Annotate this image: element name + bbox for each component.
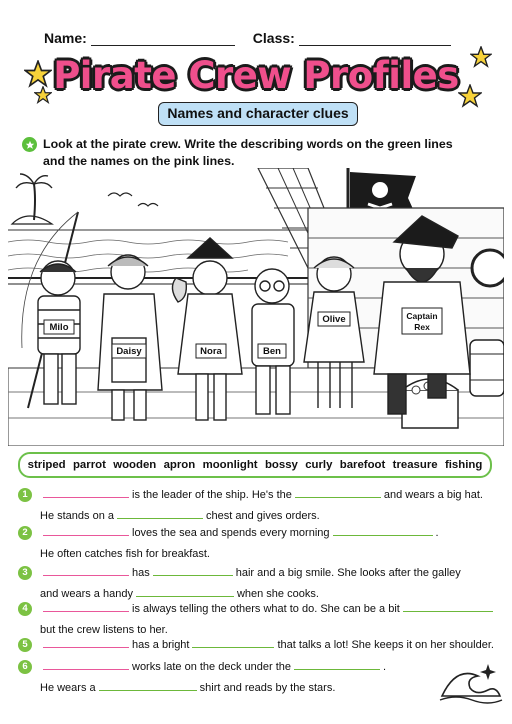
crew-label-captain: Captain [406, 311, 438, 321]
wave-icon [436, 656, 506, 706]
word-blank[interactable] [136, 587, 234, 597]
name-blank[interactable] [43, 660, 129, 670]
question-text: hair and a big smile. She looks after the galley [235, 567, 461, 579]
word-bank-item: apron [163, 459, 196, 471]
star-icon [22, 137, 37, 152]
pirate-crew-illustration [8, 168, 504, 446]
crew-label-ben: Ben [263, 346, 281, 357]
word-blank[interactable] [403, 602, 493, 612]
instructions [22, 136, 492, 170]
question-text: . [382, 661, 387, 673]
instructions-text: Look at the pirate crew. Write the describing words on the green lines and the names on the pink lines. [43, 137, 453, 168]
question-text: and wears a handy [40, 588, 133, 600]
question-2 [18, 522, 488, 565]
name-blank[interactable] [43, 488, 129, 498]
crew-label-olive: Olive [322, 314, 346, 325]
name-label: Name: [44, 30, 87, 46]
question-text: is the leader of the ship. He's the [132, 489, 292, 501]
name-blank[interactable] [43, 638, 129, 648]
word-bank-item: striped [27, 459, 66, 471]
word-bank-item: curly [305, 459, 333, 471]
question-text: He often catches fish for breakfast. [40, 548, 210, 560]
question-text: is always telling the others what to do. She can be a bit [132, 603, 400, 615]
name-blank[interactable] [43, 566, 129, 576]
crew-label-rex: Rex [414, 322, 430, 332]
question-number: 6 [18, 660, 32, 674]
question-text: when she cooks. [236, 588, 319, 600]
question-text: He stands on a [40, 510, 114, 522]
question-text: chest and gives orders. [206, 510, 320, 522]
student-header [44, 30, 464, 46]
word-bank [18, 452, 492, 478]
word-blank[interactable] [294, 660, 380, 670]
question-number: 4 [18, 602, 32, 616]
class-label: Class: [252, 30, 295, 46]
question-6 [18, 656, 488, 699]
subtitle-banner: Names and character clues [158, 102, 358, 126]
word-blank[interactable] [295, 488, 381, 498]
question-text: loves the sea and spends every morning [132, 527, 330, 539]
word-bank-item: wooden [113, 459, 157, 471]
word-bank-item: treasure [392, 459, 438, 471]
question-number: 5 [18, 638, 32, 652]
page-title: Pirate Crew Profiles [53, 54, 459, 97]
question-text: and wears a big hat. [383, 489, 483, 501]
question-number: 1 [18, 488, 32, 502]
word-bank-item: bossy [264, 459, 298, 471]
class-field[interactable] [299, 32, 451, 46]
crew-label-nora: Nora [200, 346, 222, 357]
question-text: shirt and reads by the stars. [199, 682, 336, 694]
name-field[interactable] [91, 32, 235, 46]
word-blank[interactable] [333, 526, 433, 536]
word-bank-item: moonlight [202, 459, 258, 471]
question-number: 2 [18, 526, 32, 540]
word-bank-item: barefoot [339, 459, 386, 471]
crew-label-daisy: Daisy [116, 346, 142, 357]
question-text: has [132, 567, 150, 579]
word-blank[interactable] [192, 638, 274, 648]
crew-label-milo: Milo [49, 322, 69, 333]
question-1 [18, 484, 488, 527]
word-bank-item: parrot [72, 459, 106, 471]
question-text: that talks a lot! She keeps it on her shoulder. [277, 639, 494, 651]
word-blank[interactable] [153, 566, 233, 576]
question-text: has a bright [132, 639, 190, 651]
question-number: 3 [18, 566, 32, 580]
question-text: but the crew listens to her. [40, 624, 168, 636]
question-text: works late on the deck under the [132, 661, 291, 673]
name-blank[interactable] [43, 526, 129, 536]
word-blank[interactable] [117, 509, 203, 519]
title-container [0, 54, 512, 97]
word-blank[interactable] [99, 681, 197, 691]
question-text: He wears a [40, 682, 96, 694]
word-bank-item: fishing [444, 459, 483, 471]
name-blank[interactable] [43, 602, 129, 612]
question-text: . [435, 527, 439, 539]
question-5 [18, 634, 494, 656]
